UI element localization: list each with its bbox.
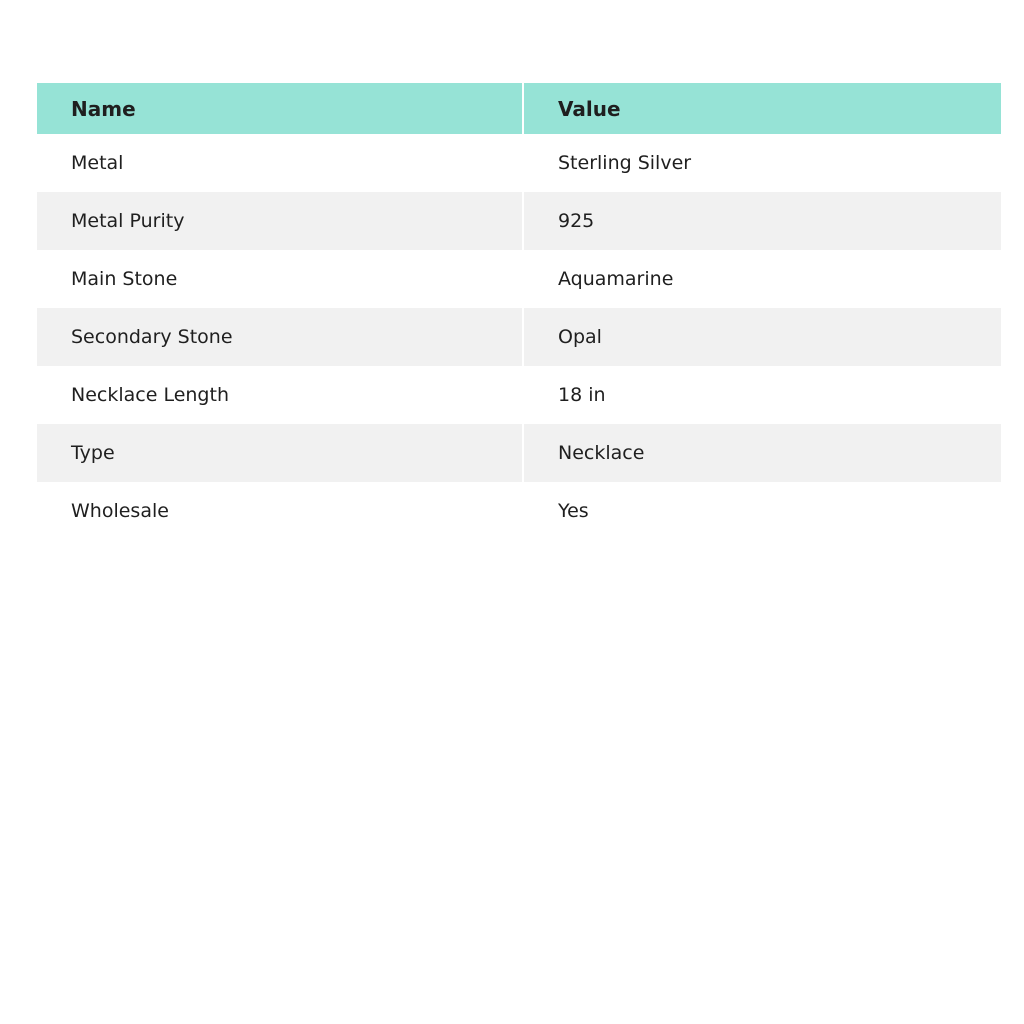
attribute-name-cell: Metal Purity	[37, 192, 523, 250]
table-row	[37, 192, 1001, 250]
attribute-value-cell: Yes	[558, 500, 589, 522]
table-row	[37, 424, 1001, 482]
attribute-name-cell: Necklace Length	[37, 366, 523, 424]
attributes-table-body	[37, 134, 1001, 540]
attribute-name-cell: Main Stone	[37, 250, 523, 308]
attribute-name-cell: Metal	[37, 134, 523, 192]
attribute-value-cell: Necklace	[558, 442, 645, 464]
attribute-name-cell: Wholesale	[37, 482, 523, 540]
attribute-value-cell: Sterling Silver	[558, 152, 692, 174]
attribute-value-cell: 925	[558, 210, 595, 232]
attribute-value-cell: Opal	[558, 326, 602, 348]
attributes-table-container	[37, 83, 1001, 540]
header-cell-value: Value	[523, 83, 1001, 134]
header-row	[37, 83, 1001, 134]
table-row	[37, 308, 1001, 366]
attribute-value-cell: Aquamarine	[558, 268, 674, 290]
attributes-table	[37, 83, 1001, 540]
table-row	[37, 366, 1001, 424]
header-cell-name: Name	[37, 83, 523, 134]
attributes-table-header	[37, 83, 1001, 134]
attribute-value-cell: 18 in	[558, 384, 606, 406]
table-row	[37, 134, 1001, 192]
table-row	[37, 250, 1001, 308]
table-row	[37, 482, 1001, 540]
attribute-name-cell: Type	[37, 424, 523, 482]
attribute-name-cell: Secondary Stone	[37, 308, 523, 366]
